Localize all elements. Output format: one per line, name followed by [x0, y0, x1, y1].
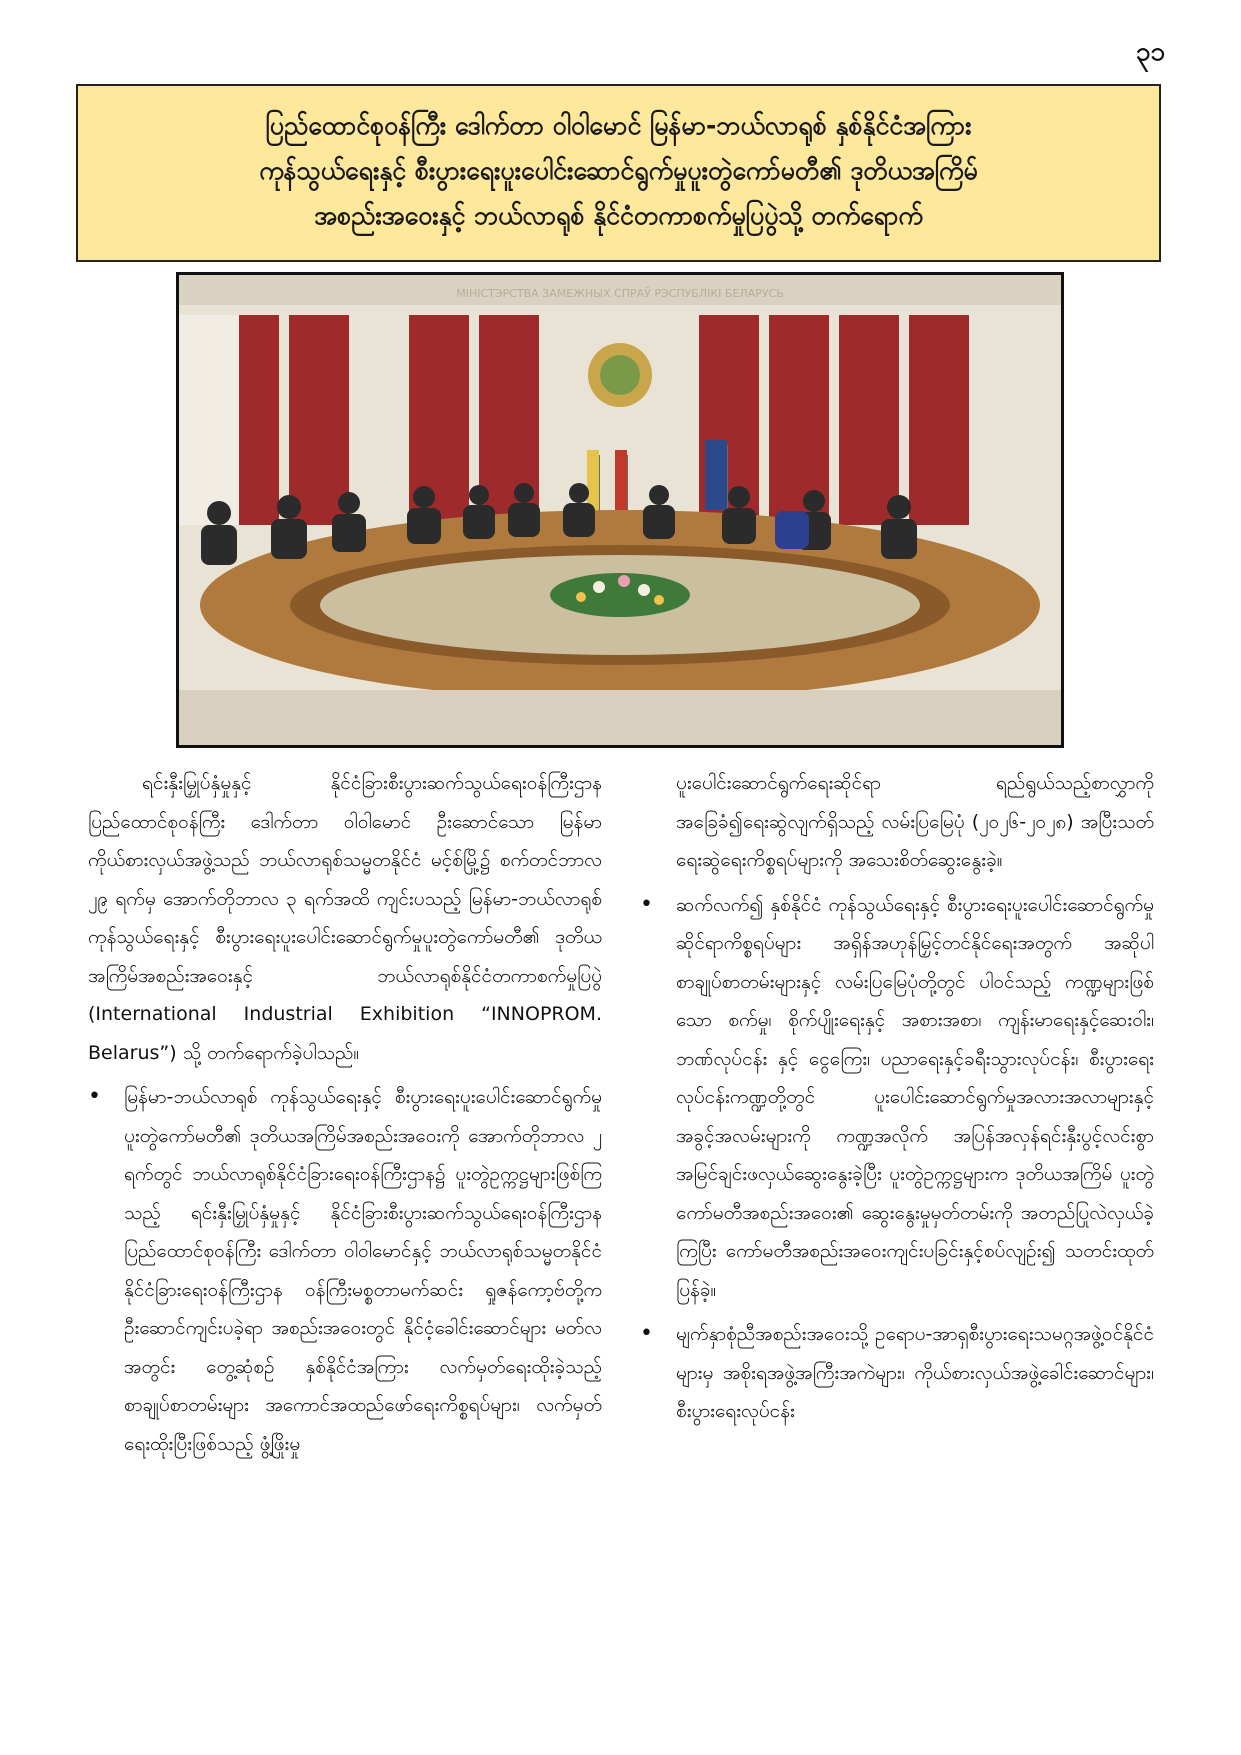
bullet-icon: •	[88, 1084, 101, 1109]
flower	[593, 581, 605, 593]
bullet-1-continuation: ပူးပေါင်းဆောင်ရွက်ရေးဆိုင်ရာ ရည်ရွယ်သည့်စာလွှာကို အခြေခံ၍ရေးဆွဲလျက်ရှိသည့် လမ်းပြမြေပုံ (၂၀၂၆-၂၀၂၈) အပြီးသတ်ရေးဆွဲရေးကိစ္စရပ်များကို အသေးစိတ်ဆွေးနွေးခဲ့။	[676, 772, 1154, 871]
bullet-item-1	[88, 1078, 602, 1463]
red-panel	[239, 315, 279, 525]
page-number: ၃၁	[1135, 37, 1165, 67]
flag-organization	[705, 440, 727, 510]
bullet-item-2	[640, 886, 1154, 1310]
title-line-1: ပြည်ထောင်စုဝန်ကြီး ဒေါက်တာ ဝါဝါမောင် မြန်မာ-ဘယ်လာရုစ် နှစ်နိုင်ငံအကြား	[265, 110, 972, 140]
red-panel	[289, 315, 349, 525]
flower	[576, 592, 586, 602]
flower	[618, 575, 630, 587]
flower	[654, 595, 664, 605]
bullet-icon: •	[640, 891, 653, 917]
article-title-box	[76, 84, 1161, 262]
bullet-item-3	[640, 1315, 1154, 1431]
meeting-photo	[176, 272, 1064, 748]
red-panel	[909, 315, 969, 525]
bullet-text-2: ဆက်လက်၍ နှစ်နိုင်ငံ ကုန်သွယ်ရေးနှင့် စီးပွားရေးပူးပေါင်းဆောင်ရွက်မှုဆိုင်ရာကိစ္စရပ်များ အရှိန်အဟုန်မြှင့်တင်နိုင်ရေးအတွက် အဆိုပါစာချုပ်စာတမ်းများနှင့် လမ်းပြမြေပုံတို့တွင် ပါဝင်သည့် ကဏ္ဍများဖြစ်သော စက်မှု၊ စိုက်ပျိုးရေးနှင့် အစားအစာ၊ ကျန်းမာရေးနှင့်ဆေးဝါး၊ ဘဏ်လုပ်ငန်း နှင့် ငွေကြေး၊ ပညာရေးနှင့်ခရီးသွားလုပ်ငန်း၊ စီးပွားရေးလုပ်ငန်းကဏ္ဍတို့တွင် ပူးပေါင်းဆောင်ရွက်မှုအလားအလာများနှင့် အခွင့်အလမ်းများကို ကဏ္ဍအလိုက် အပြန်အလှန်ရင်းနှီးပွင့်လင်းစွာ အမြင်ချင်းဖလှယ်ဆွေးနွေးခဲ့ပြီး ပူးတွဲဥက္ကဋ္ဌများက ဒုတိယအကြိမ် ပူးတွဲကော်မတီအစည်းအဝေး၏ ဆွေးနွေးမှုမှတ်တမ်းကို အတည်ပြုလဲလှယ်ခဲ့ကြပြီး ကော်မတီအစည်းအဝေးကျင်းပခြင်းနှင့်စပ်လျဉ်း၍ သတင်းထုတ်ပြန်ခဲ့။	[676, 893, 1154, 1301]
flower	[638, 584, 650, 596]
bullet-icon: •	[640, 1321, 653, 1346]
delegate-blue-dress	[775, 511, 809, 549]
title-line-2: ကုန်သွယ်ရေးနှင့် စီးပွားရေးပူးပေါင်းဆောင်ရွက်မှုပူးတွဲကော်မတီ၏ ဒုတိယအကြိမ်	[259, 155, 978, 185]
wall-lettering: МІНІСТЭРСТВА ЗАМЕЖНЫХ СПРАЎ РЭСПУБЛІКІ БЕЛАРУСЬ	[456, 287, 784, 300]
bullet-text-3: မျက်နှာစုံညီအစည်းအဝေးသို့ ဥရောပ-အာရှစီးပွားရေးသမဂ္ဂအဖွဲ့ဝင်နိုင်ငံများမှ အစိုးရအဖွဲ့အကြီးအကဲများ၊ ကိုယ်စားလှယ်အဖွဲ့ခေါင်းဆောင်များ၊ စီးပွားရေးလုပ်ငန်း	[676, 1323, 1154, 1422]
title-line-3: အစည်းအဝေးနှင့် ဘယ်လာရုစ် နိုင်ငံတကာစက်မှုပြပွဲသို့ တက်ရောက်	[314, 200, 923, 230]
intro-paragraph: ရင်းနှီးမြှုပ်နှံမှုနှင့် နိုင်ငံခြားစီးပွားဆက်သွယ်ရေးဝန်ကြီးဌာန ပြည်ထောင်စုဝန်ကြီး ဒေါက်တာ ဝါဝါမောင် ဦးဆောင်သော မြန်မာကိုယ်စားလှယ်အဖွဲ့သည် ဘယ်လာရုစ်သမ္မတနိုင်ငံ မင့်စ်မြို့၌ စက်တင်ဘာလ ၂၉ ရက်မှ အောက်တိုဘာလ ၃ ရက်အထိ ကျင်းပသည့် မြန်မာ-ဘယ်လာရုစ် ကုန်သွယ်ရေးနှင့် စီးပွားရေးပူးပေါင်းဆောင်ရွက်မှုပူးတွဲကော်မတီ၏ ဒုတိယအကြိမ်အစည်းအဝေးနှင့် ဘယ်လာရုစ်နိုင်ငံတကာစက်မှုပြပွဲ (International Industrial Exhibition “INNOPROM. Belarus”) သို့ တက်ရောက်ခဲ့ပါသည်။	[88, 772, 602, 1064]
article-column-right	[640, 764, 1154, 1431]
flag-myanmar	[587, 450, 599, 510]
flag-belarus	[615, 450, 627, 510]
red-panel	[839, 315, 899, 525]
meeting-photo-illustration	[179, 275, 1061, 745]
bullet-text-1: မြန်မာ-ဘယ်လာရုစ် ကုန်သွယ်ရေးနှင့် စီးပွားရေးပူးပေါင်းဆောင်ရွက်မှုပူးတွဲကော်မတီ၏ ဒုတိယအကြိမ်အစည်းအဝေးကို အောက်တိုဘာလ ၂ ရက်တွင် ဘယ်လာရုစ်နိုင်ငံခြားရေးဝန်ကြီးဌာန၌ ပူးတွဲဥက္ကဋ္ဌများဖြစ်ကြသည့် ရင်းနှီးမြှုပ်နှံမှုနှင့် နိုင်ငံခြားစီးပွားဆက်သွယ်ရေးဝန်ကြီးဌာန ပြည်ထောင်စုဝန်ကြီး ဒေါက်တာ ဝါဝါမောင်နှင့် ဘယ်လာရုစ်သမ္မတနိုင်ငံ နိုင်ငံခြားရေးဝန်ကြီးဌာန ဝန်ကြီးမစ္စတာမက်ဆင်း ရှုဇန်ကော့ဗ်တို့က ဦးဆောင်ကျင်းပခဲ့ရာ အစည်းအဝေးတွင် နိုင်ငံ့ခေါင်းဆောင်များ မတ်လအတွင်း တွေ့ဆုံစဉ် နှစ်နိုင်ငံအကြား လက်မှတ်ရေးထိုးခဲ့သည့် စာချုပ်စာတမ်းများ အကောင်အထည်ဖော်ရေးကိစ္စရပ်များ၊ လက်မှတ်ရေးထိုးပြီးဖြစ်သည့် ဖွံ့ဖြိုးမှု	[124, 1086, 602, 1455]
state-emblem-center	[600, 355, 640, 395]
wall-column-left	[179, 315, 239, 525]
photo-floor	[179, 690, 1061, 745]
article-column-left	[88, 764, 602, 1463]
